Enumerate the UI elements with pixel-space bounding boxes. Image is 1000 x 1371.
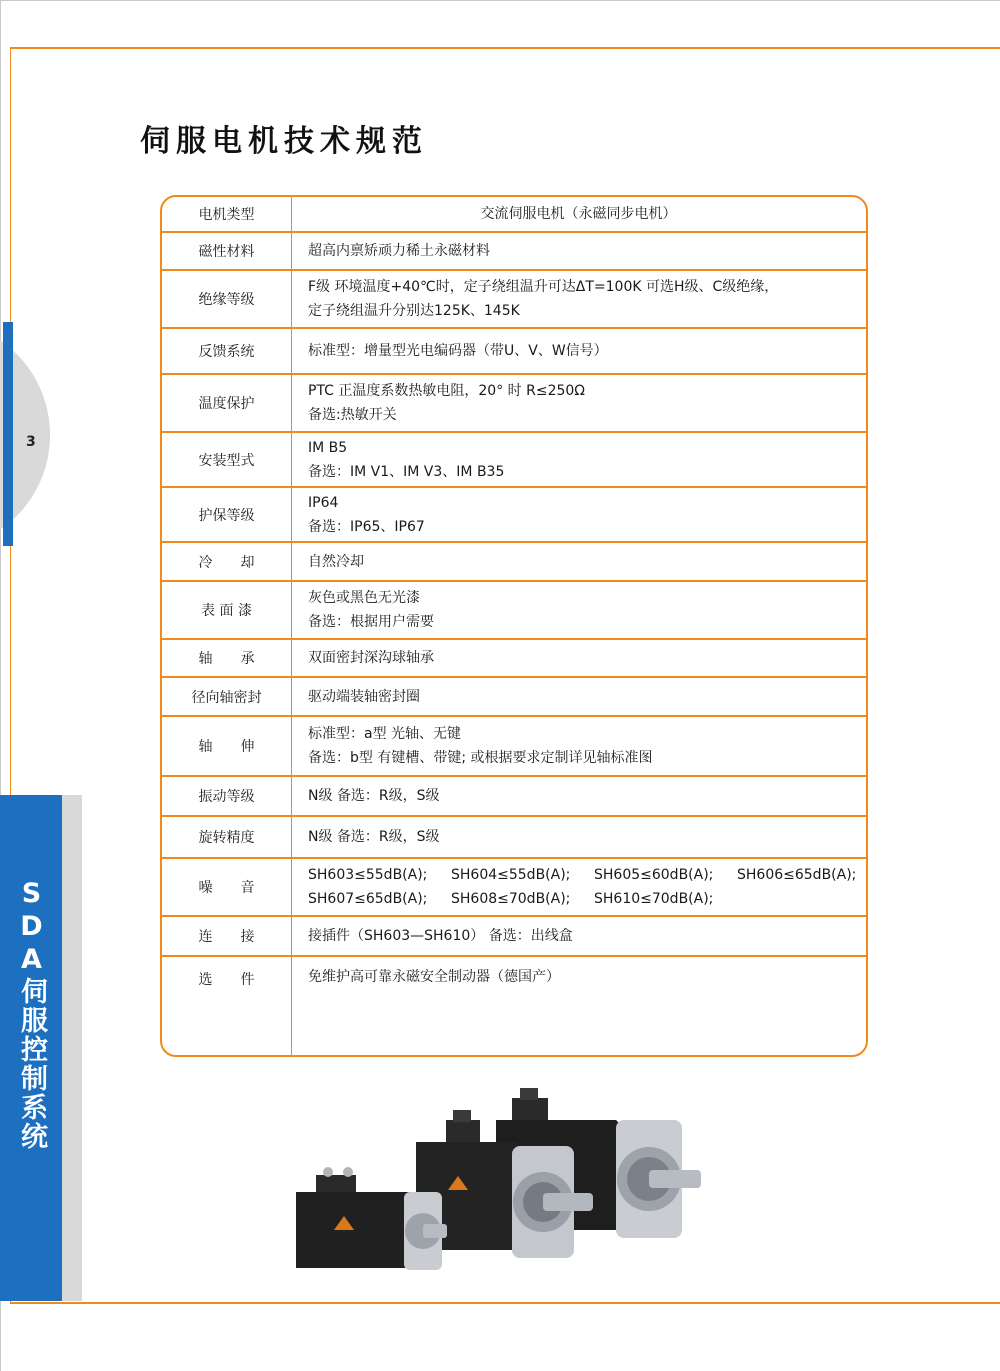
row-label: 连 接 [198,929,255,945]
row-value [308,543,858,580]
top-edge-line [0,0,1000,1]
row-line: PTC 正温度系数热敏电阻，20° 时 R≤250Ω [308,383,585,399]
row-line: IP64 [308,494,339,511]
table-row [162,375,866,433]
table-row [162,717,866,777]
noise-value: SH608≤70dB(A); [451,891,571,907]
row-value [308,271,858,327]
noise-value: SH604≤55dB(A); [451,867,571,883]
row-value [308,329,858,373]
row-value [308,817,858,857]
row-value [308,859,858,915]
row-line: 备选:热敏开关 [308,407,397,423]
row-line: F级 环境温度+40℃时，定子绕组温升可达ΔT=100K 可选H级、C级绝缘， [308,279,779,295]
row-label: 旋转精度 [198,830,255,846]
row-label: 绝缘等级 [198,292,255,308]
row-label: 选 件 [198,972,255,988]
side-band-shadow [62,795,82,1301]
row-line: 双面密封深沟球轴承 [308,650,434,666]
page-tab-accent [3,322,13,546]
row-line: 自然冷却 [308,553,364,570]
noise-value: SH605≤60dB(A); [594,867,714,883]
header-value: 交流伺服电机（永磁同步电机） [480,206,677,222]
header-label: 电机类型 [198,207,255,223]
noise-value: SH606≤65dB(A); [737,867,857,883]
table-header-row [162,197,866,233]
row-value [308,433,858,486]
page-border-bottom [10,1302,1000,1304]
table-row [162,433,866,488]
row-label: 冷 却 [198,554,255,571]
table-row [162,640,866,678]
row-label: 护保等级 [198,507,255,524]
row-value [308,678,858,715]
table-row [162,957,866,1057]
row-value [308,717,858,775]
table-row [162,917,866,957]
row-label: 表 面 漆 [201,603,252,619]
row-line: 接插件（SH603—SH610） 备选：出线盒 [308,928,573,944]
page-number: 3 [26,434,36,450]
row-line: 标准型：增量型光电编码器（带U、V、W信号） [308,343,608,359]
table-row [162,329,866,375]
noise-grid [308,863,858,911]
row-line: 备选：根据用户需要 [308,614,434,630]
row-label: 磁性材料 [198,244,255,260]
row-value [308,233,858,269]
page-border-top [10,47,1000,49]
row-value [308,375,858,431]
row-line: IM B5 [308,439,348,456]
row-label: 径向轴密封 [191,689,262,706]
servo-motors-photo [286,1080,706,1272]
table-row [162,233,866,271]
row-line: 超高内禀矫顽力稀土永磁材料 [308,243,490,259]
row-value [308,917,858,955]
row-value [308,488,858,541]
row-line: 定子绕组温升分别达125K、145K [308,303,520,319]
row-line: N级 备选：R级，S级 [308,829,440,845]
side-label: SDA伺服控制系统 [16,878,47,1151]
row-label: 噪 音 [198,880,255,896]
row-value [308,957,858,1057]
row-line: 备选：IM V1、IM V3、IM B35 [308,463,505,480]
row-value [308,640,858,676]
table-row [162,582,866,640]
noise-value: SH610≤70dB(A); [594,891,714,907]
spec-table [160,195,868,1057]
row-line: 备选：IP65、IP67 [308,518,425,535]
row-label: 安装型式 [198,452,255,469]
table-row [162,543,866,582]
table-row [162,777,866,817]
table-row [162,488,866,543]
row-line: 驱动端装轴密封圈 [308,688,420,705]
row-label: 反馈系统 [198,344,255,360]
row-label: 振动等级 [198,789,255,805]
noise-value: SH607≤65dB(A); [308,891,428,907]
row-value [308,777,858,815]
table-row [162,817,866,859]
row-label: 轴 承 [198,651,255,667]
row-line: 备选：b型 有键槽、带键; 或根据要求定制详见轴标准图 [308,750,653,766]
row-line: N级 备选：R级，S级 [308,788,440,804]
table-row [162,271,866,329]
row-label: 温度保护 [198,396,255,412]
row-line: 免维护高可靠永磁安全制动器（德国产） [308,969,560,985]
row-line: 灰色或黑色无光漆 [308,590,420,606]
table-row [162,859,866,917]
table-row [162,678,866,717]
row-value [308,582,858,638]
page-title: 伺服电机技术规范 [140,124,428,159]
noise-value: SH603≤55dB(A); [308,867,428,883]
row-label: 轴 伸 [198,739,255,755]
row-line: 标准型：a型 光轴、无键 [308,726,462,742]
